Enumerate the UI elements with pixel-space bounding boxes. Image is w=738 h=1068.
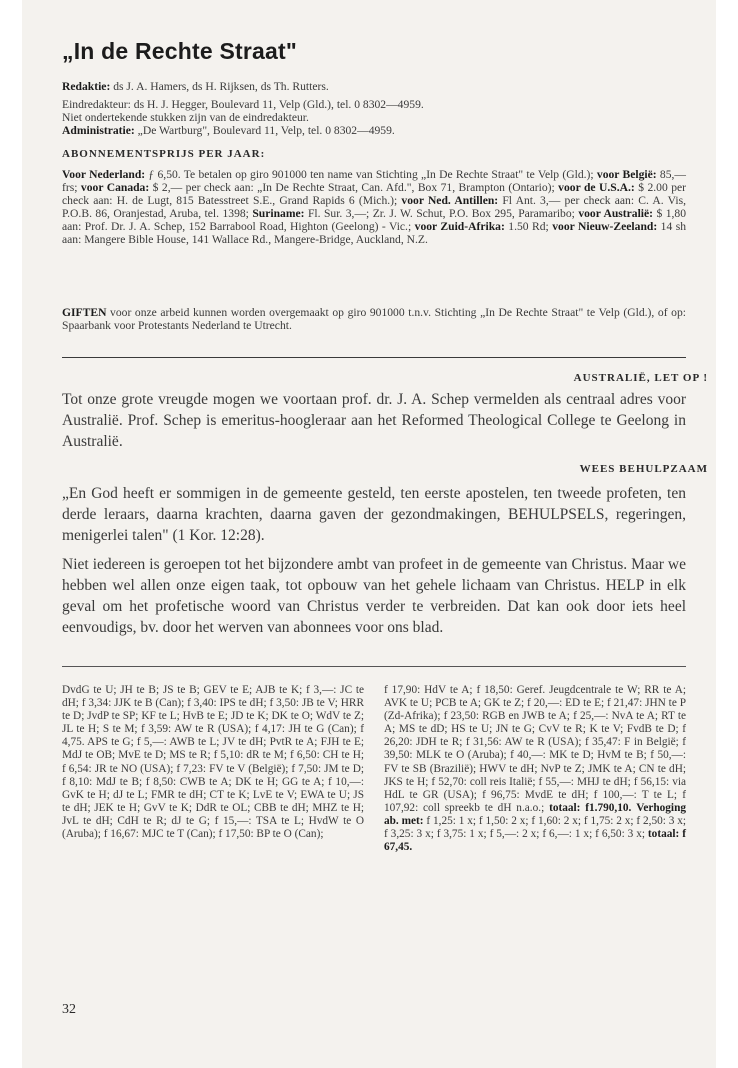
belgie-text: 85,— frs; (62, 168, 687, 194)
donations-left-column: DvdG te U; JH te B; JS te B; GEV te E; AJB te K; f 3,—: JC te dH; f 3,34: JJK te B (Can); f 3,40: IPS te dH; f 3,50: JB te V; HRR te D; JvdP te SP; KF te L; HvB te E; JD te K; DK te O; WdV te Z; JL te H; S te M; f 3,59: AW te R (USA); f 4,17: JH te G (Can); f 4,75. APS te G; f 5,—: AWB te L; JV te dH; PvtR te A; FJH te E; MdJ te OB; MvE te D; MS te R; f 5,10: dR te M; f 6,50: CH te H; f 6,54: JR te NO (USA); f 7,23: FV te V (België); f 7,50: JM te D; f 8,10: MdJ te B; f 8,50: CWB te A; DK te H; GG te A; f 10,—: GvK te H; dJ te L; FMR te dH; CT te K; LvE te V; EWA te U; JS te dH; JEK te H; GvV te K; DdR te OL; CBB te dH; MHZ te H; JvL te dH; CdH te R; dJ te G; f 15,—: TSA te L; HvdW te O (Aruba); f 16,67: MJC te T (Can); f 17,50: BP te O (Can); (62, 684, 364, 841)
antillen-text: Fl Ant. 3,— per check aan: C. A. Vis, P.O.B. 86, Oranjestad, Aruba, tel. 1398; (62, 194, 686, 220)
nederland-text: ƒ 6,50. Te betalen op giro 901000 ten name van Stichting „In De Rechte Straat" te Velp (Gld.); (145, 168, 594, 181)
zuidafrika-label: voor Zuid-Afrika: (414, 220, 505, 233)
giften-label: GIFTEN (62, 306, 107, 319)
canada-text: $ 2,— per check aan: „In De Rechte Straat, Can. Afd.", Box 71, Brampton (Ontario); (149, 181, 555, 194)
giften-text: voor onze arbeid kunnen worden overgemaakt op giro 901000 t.n.v. Stichting „In De Rechte Straat" te Velp (Gld.), of op: Spaarbank voor Protestants Nederland te Utrecht. (62, 306, 686, 332)
redaktie-line (62, 80, 686, 93)
nieuw-zeeland-text: 14 sh aan: Mangere Bible House, 141 Wallace Rd., Mangere-Bridge, Auckland, N.Z. (62, 220, 687, 246)
donations-right-text: f 17,90: HdV te A; f 18,50: Geref. Jeugdcentrale te W; RR te A; AVK te U; PCB te A; GK te Z; f 20,—: ED te E; f 21,47: JHN te P (Zd-Afrika); f 23,50: RGB en JWB te A; f 25,—: NvA te A; RT te A; MS te dD; HS te U; JN te G; CvV te R; K te V; FvdB te D; f 26,20: JDH te R; f 31,56: AW te R (USA); f 35,47: F in België; f 39,50: MLK te O (Aruba); f 40,—: MK te D; HvM te B; f 50,—: FV te SB (Brazilië); HWV te dH; NvP te Z; JMK te A; CN te dH; JKS te H; f 52,70: coll reis Italië; f 55,—: MHJ te dH; f 56,15: via HdL te GR (USA); f 96,75: MvdE te dH; f 100,—: T te L; f 107,92: coll spreekb te dH n.a.o.; (384, 684, 686, 814)
verhoging-label: Verhoging ab. met: (384, 801, 687, 827)
australie-body: Tot onze grote vreugde mogen we voortaan prof. dr. J. A. Schep vermelden als centraal adres voor Australië. Prof. Schep is emeritus-hoogleraar aan het Reformed Theological College te Geelong in Australië. (62, 391, 686, 450)
verhoging-text: f 1,25: 1 x; f 1,50: 2 x; f 1,60: 2 x; f 1,75: 2 x; f 2,50: 3 x; f 3,25: 3 x; f 3,75: 1 x; f 5,—: 2 x; f 6,—: 1 x; f 6,50: 3 x; (384, 814, 687, 841)
totaal-verhoging: totaal: f 67,45. (384, 828, 686, 854)
australie-label: voor Australië: (578, 207, 654, 220)
nederland-label: Voor Nederland: (62, 168, 146, 181)
suriname-text: Fl. Sur. 3,—; Zr. J. W. Schut, P.O. Box 295, Paramaribo; (304, 207, 575, 220)
canada-label: voor Canada: (80, 181, 150, 194)
redaktie-label: Redaktie: (62, 80, 111, 93)
behulpzaam-body: Niet iedereen is geroepen tot het bijzondere ambt van profeet in de gemeente van Christus. Maar we hebben wel allen onze eigen taak, tot opbouw van het gehele lichaam van Christus. HELP in elk geval om het profetische woord van Christus verder te verbreiden. Dat kan ook door iets heel eenvoudigs, bv. door het werven van abonnees voor ons blad. (62, 556, 686, 636)
australie-heading: AUSTRALIË, LET OP ! (573, 372, 708, 384)
abonnementsprijs-text (62, 168, 686, 246)
totaal-giften: totaal: f1.790,10. (549, 801, 632, 814)
australie-text: $ 1,80 aan: Prof. Dr. J. A. Schep, 152 Barrabool Road, Highton (Geelong) - Vic.; (62, 207, 687, 233)
antillen-label: voor Ned. Antillen: (401, 194, 499, 207)
section-divider (62, 357, 686, 358)
page-number: 32 (62, 1002, 76, 1017)
niet-ondertekende-line: Niet ondertekende stukken zijn van de eindredakteur. (62, 111, 309, 124)
zuidafrika-text: 1.50 Rd; (504, 220, 549, 233)
nieuw-zeeland-label: voor Nieuw-Zeeland: (552, 220, 658, 233)
usa-text: $ 2.00 per check aan: H. de Lugt, 815 Batesstreet S.E., Grand Rapids 6 (Mich.); (62, 181, 686, 207)
donations-right-column (384, 684, 686, 854)
magazine-title: „In de Rechte Straat" (62, 38, 297, 64)
administratie-text: „De Wartburg", Boulevard 11, Velp, tel. 0 8302—4959. (134, 124, 395, 137)
eindredakteur-line: Eindredakteur: ds H. J. Hegger, Boulevard 11, Velp (Gld.), tel. 0 8302—4959. (62, 98, 424, 111)
giften-paragraph (62, 306, 686, 332)
donations-divider (62, 666, 686, 667)
abonnementsprijs-heading: ABONNEMENTSPRIJS PER JAAR: (62, 148, 266, 160)
usa-label: voor de U.S.A.: (558, 181, 635, 194)
administratie-label: Administratie: (62, 124, 135, 137)
behulpzaam-heading: WEES BEHULPZAAM (579, 463, 708, 475)
redaktie-text: ds J. A. Hamers, ds H. Rijksen, ds Th. Rutters. (110, 80, 329, 93)
belgie-label: voor België: (596, 168, 657, 181)
behulpzaam-quote: „En God heeft er sommigen in de gemeente gesteld, ten eerste apostelen, ten tweede profeten, ten derde leraars, daarna krachten, daarna gaven der gezondmakingen, BEHULPSELS, regeringen, menigerlei talen" (1 Kor. 12:28). (62, 485, 686, 544)
suriname-label: Suriname: (252, 207, 305, 220)
administratie-line (62, 124, 686, 137)
